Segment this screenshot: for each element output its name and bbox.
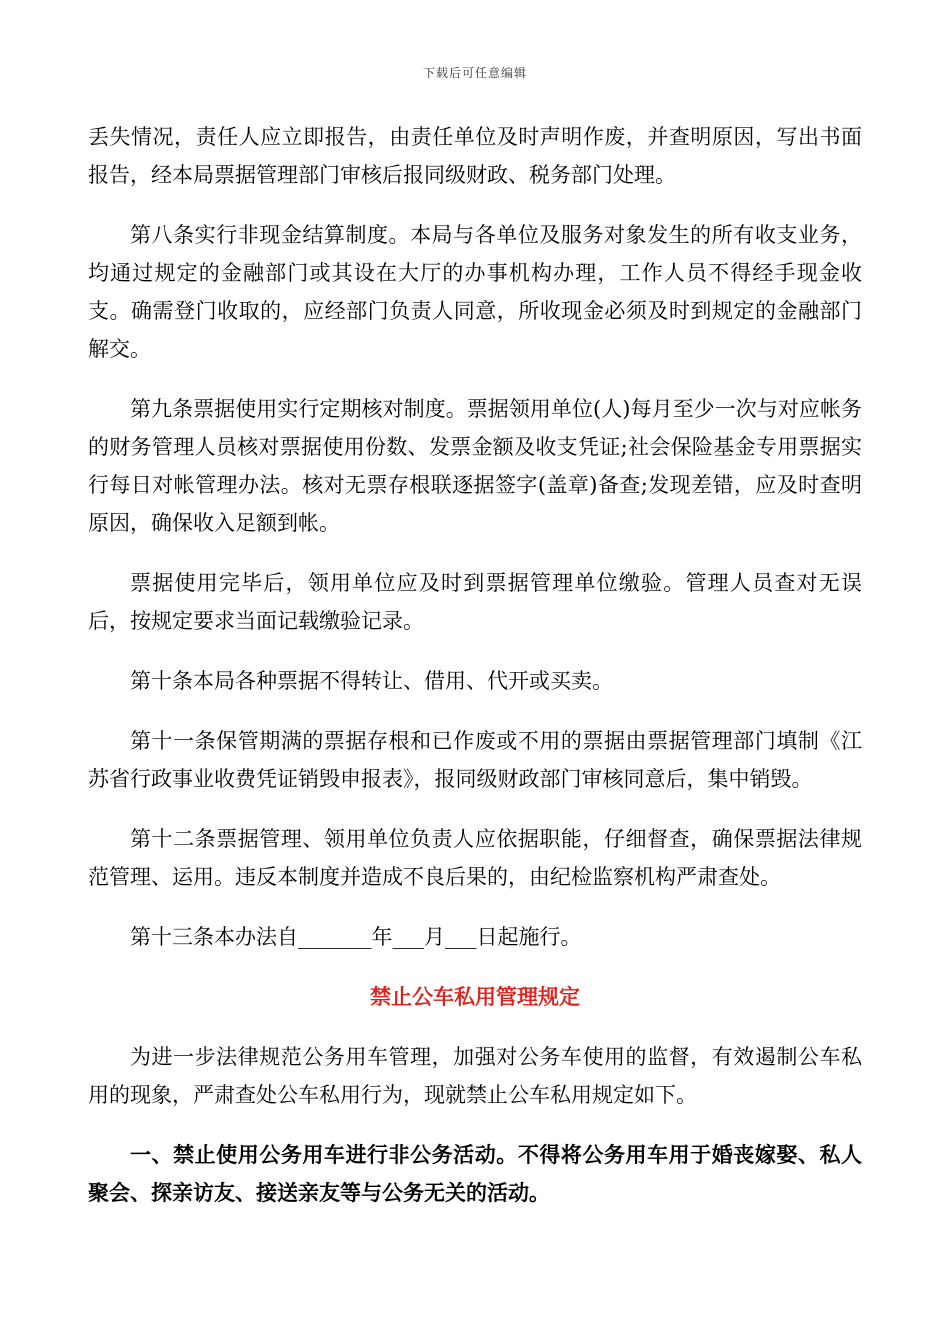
- page-header: 下载后可任意编辑: [422, 66, 527, 80]
- document-body: [88, 118, 862, 1234]
- paragraph-verification: 票据使用完毕后，领用单位应及时到票据管理单位缴验。管理人员查对无误后，按规定要求当面记载缴验记录。: [88, 571, 862, 633]
- paragraph-article-12: 第十二条票据管理、领用单位负责人应依据职能，仔细督查，确保票据法律规范管理、运用。违反本制度并造成不良后果的，由纪检监察机构严肃查处。: [88, 827, 862, 889]
- paragraph-article-10: 第十条本局各种票据不得转让、借用、代开或买卖。: [130, 669, 613, 693]
- paragraph-article-11: 第十一条保管期满的票据存根和已作废或不用的票据由票据管理部门填制《江苏省行政事业收费凭证销毁申报表》，报同级财政部门审核同意后，集中销毁。: [88, 729, 862, 791]
- section-rule-1: 一、禁止使用公务用车进行非公务活动。不得将公务用车用于婚丧嫁娶、私人聚会、探亲访友、接送亲友等与公务无关的活动。: [88, 1142, 862, 1205]
- paragraph-article-9: 第九条票据使用实行定期核对制度。票据领用单位(人)每月至少一次与对应帐务的财务管理人员核对票据使用份数、发票金额及收支凭证;社会保险基金专用票据实行每日对帐管理办法。核对无票存根联逐据签字(盖章)备查;发现差错，应及时查明原因，确保收入足额到帐。: [88, 397, 862, 535]
- paragraph-continuation: 丢失情况，责任人应立即报告，由责任单位及时声明作废，并查明原因，写出书面报告，经本局票据管理部门审核后报同级财政、税务部门处理。: [88, 125, 862, 187]
- section-title: 禁止公车私用管理规定: [370, 984, 580, 1009]
- section-intro: 为进一步法律规范公务用车管理，加强对公务车使用的监督，有效遏制公车私用的现象，严肃查处公车私用行为，现就禁止公车私用规定如下。: [88, 1045, 862, 1107]
- paragraph-article-8: 第八条实行非现金结算制度。本局与各单位及服务对象发生的所有收支业务，均通过规定的金融部门或其设在大厅的办事机构办理，工作人员不得经手现金收支。确需登门收取的，应经部门负责人同意，所收现金必须及时到规定的金融部门解交。: [88, 223, 862, 361]
- paragraph-article-13: 第十三条本办法自_______年___月___日起施行。: [130, 925, 582, 949]
